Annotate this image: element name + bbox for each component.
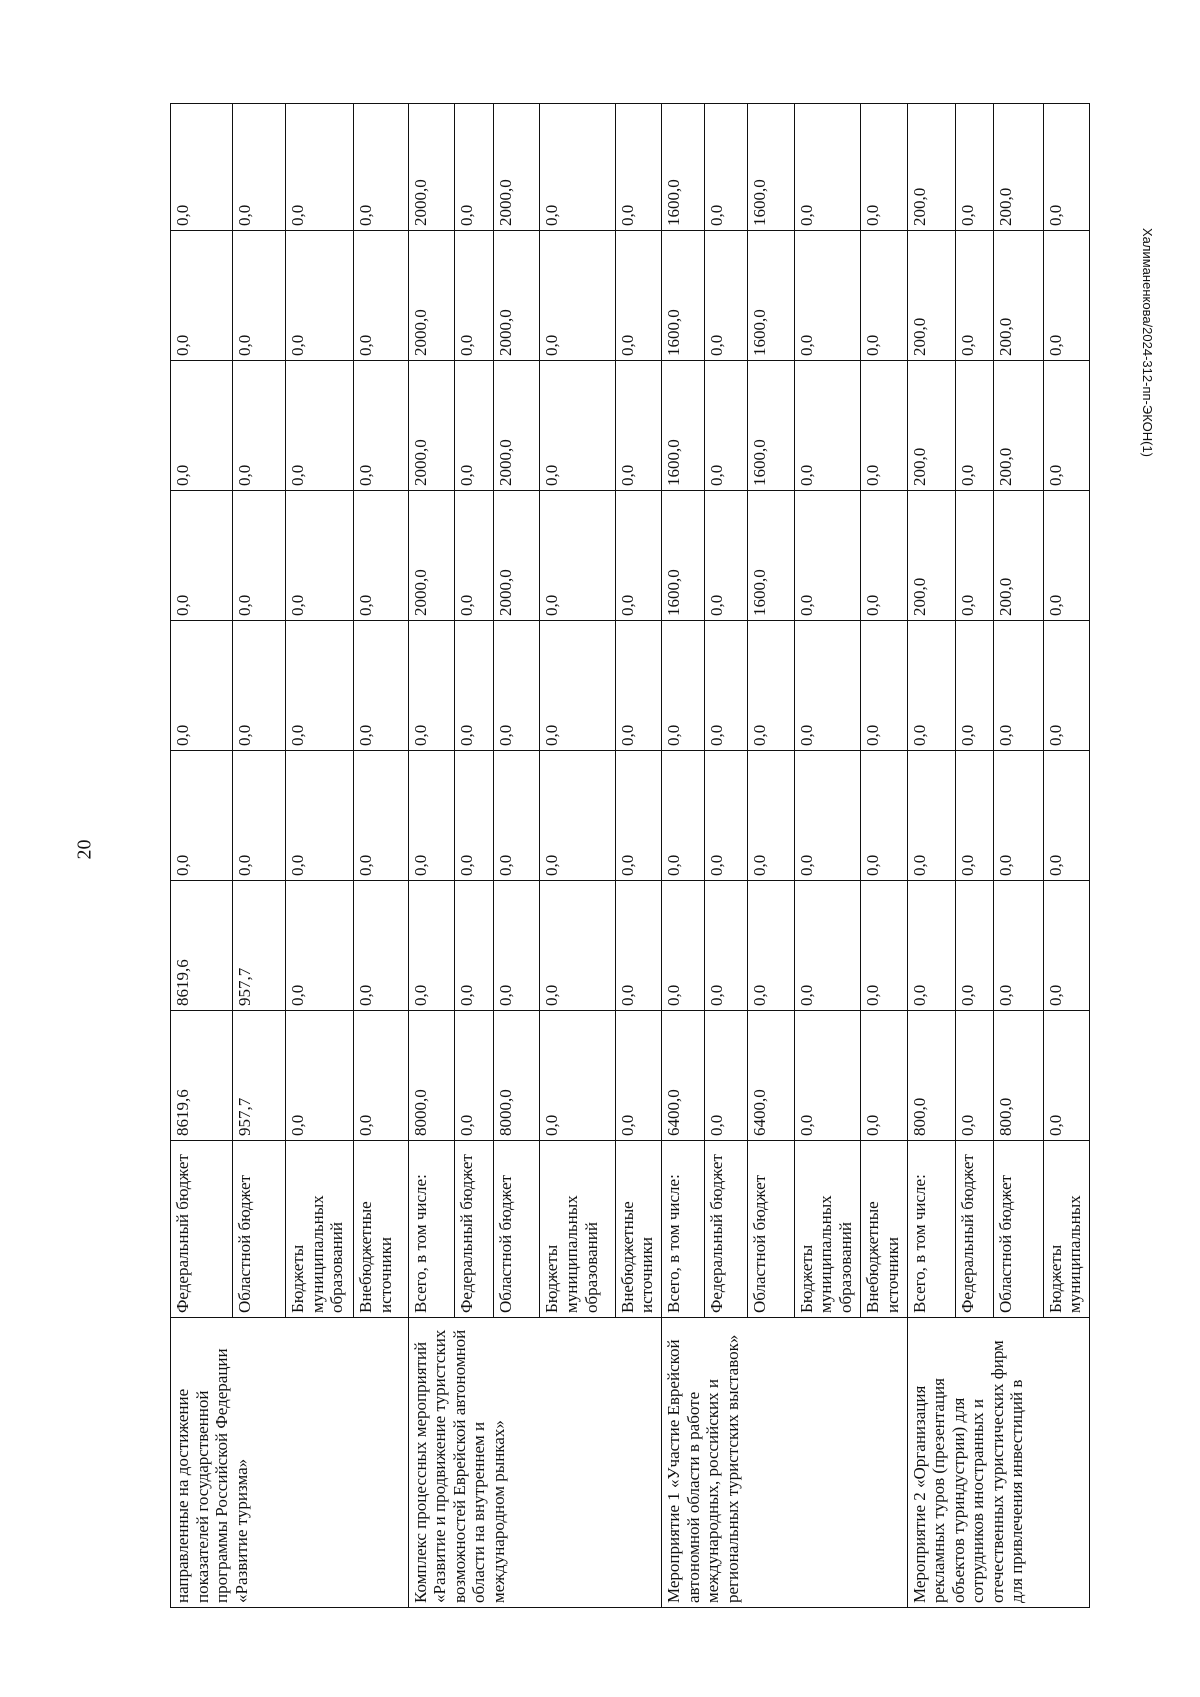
- amount-cell: 0,0: [494, 751, 540, 881]
- amount-cell: 2000,0: [408, 491, 454, 621]
- amount-cell: 0,0: [794, 751, 861, 881]
- amount-cell: 0,0: [354, 231, 409, 361]
- amount-cell: 200,0: [907, 104, 955, 231]
- amount-cell: 2000,0: [408, 361, 454, 491]
- amount-cell: 0,0: [748, 621, 794, 751]
- amount-cell: 0,0: [540, 621, 615, 751]
- amount-cell: 0,0: [794, 1011, 861, 1141]
- amount-cell: 1600,0: [748, 231, 794, 361]
- budget-table-body: [171, 104, 1090, 1608]
- funding-source: Федеральный бюджет: [171, 1141, 233, 1318]
- amount-cell: 0,0: [956, 231, 994, 361]
- amount-cell: 0,0: [540, 231, 615, 361]
- amount-cell: 0,0: [408, 881, 454, 1011]
- amount-cell: 0,0: [956, 491, 994, 621]
- program-item-name: Мероприятие 1 «Участие Еврейской автономной области в работе международных, российских и региональных туристских выставок»: [662, 1318, 908, 1608]
- program-item-name: направленные на достижение показателей государственной программы Российской Федерации «Развитие туризма»: [171, 1318, 409, 1608]
- amount-cell: 0,0: [354, 1011, 409, 1141]
- amount-cell: 0,0: [794, 104, 861, 231]
- amount-cell: 0,0: [171, 751, 233, 881]
- amount-cell: 0,0: [408, 621, 454, 751]
- amount-cell: 0,0: [171, 621, 233, 751]
- table-row: [171, 104, 233, 1608]
- amount-cell: 0,0: [286, 881, 354, 1011]
- amount-cell: 957,7: [232, 881, 286, 1011]
- amount-cell: 0,0: [615, 751, 661, 881]
- amount-cell: 0,0: [232, 104, 286, 231]
- amount-cell: 0,0: [1043, 1011, 1090, 1141]
- amount-cell: 0,0: [286, 491, 354, 621]
- amount-cell: 1600,0: [748, 104, 794, 231]
- amount-cell: 2000,0: [494, 104, 540, 231]
- amount-cell: 0,0: [455, 621, 494, 751]
- amount-cell: 8619,6: [171, 1011, 233, 1141]
- amount-cell: 1600,0: [662, 231, 705, 361]
- budget-table-wrapper: [170, 104, 1090, 1608]
- amount-cell: 0,0: [455, 231, 494, 361]
- amount-cell: 0,0: [232, 491, 286, 621]
- amount-cell: 0,0: [455, 881, 494, 1011]
- amount-cell: 0,0: [540, 491, 615, 621]
- amount-cell: 0,0: [171, 491, 233, 621]
- amount-cell: 0,0: [907, 621, 955, 751]
- amount-cell: 0,0: [232, 231, 286, 361]
- amount-cell: 6400,0: [748, 1011, 794, 1141]
- amount-cell: 0,0: [1043, 491, 1090, 621]
- amount-cell: 0,0: [956, 361, 994, 491]
- amount-cell: 6400,0: [662, 1011, 705, 1141]
- funding-source: Внебюджетные источники: [354, 1141, 409, 1318]
- amount-cell: 0,0: [861, 881, 907, 1011]
- amount-cell: 0,0: [662, 621, 705, 751]
- amount-cell: 0,0: [907, 881, 955, 1011]
- amount-cell: 800,0: [994, 1011, 1043, 1141]
- funding-source: Внебюджетные источники: [861, 1141, 907, 1318]
- amount-cell: 0,0: [705, 881, 748, 1011]
- amount-cell: 200,0: [994, 491, 1043, 621]
- funding-source: Бюджеты муниципальных: [1043, 1141, 1090, 1318]
- amount-cell: 0,0: [494, 621, 540, 751]
- amount-cell: 0,0: [615, 621, 661, 751]
- amount-cell: 0,0: [354, 881, 409, 1011]
- amount-cell: 0,0: [956, 751, 994, 881]
- amount-cell: 0,0: [705, 361, 748, 491]
- amount-cell: 0,0: [794, 881, 861, 1011]
- amount-cell: 0,0: [455, 104, 494, 231]
- amount-cell: 0,0: [794, 491, 861, 621]
- amount-cell: 0,0: [794, 231, 861, 361]
- amount-cell: 0,0: [286, 1011, 354, 1141]
- amount-cell: 0,0: [861, 104, 907, 231]
- table-row: [408, 104, 454, 1608]
- amount-cell: 0,0: [540, 104, 615, 231]
- amount-cell: 0,0: [794, 361, 861, 491]
- amount-cell: 0,0: [286, 104, 354, 231]
- amount-cell: 0,0: [1043, 621, 1090, 751]
- amount-cell: 1600,0: [662, 104, 705, 231]
- table-row: [662, 104, 705, 1608]
- amount-cell: 8000,0: [408, 1011, 454, 1141]
- amount-cell: 0,0: [354, 621, 409, 751]
- amount-cell: 0,0: [455, 1011, 494, 1141]
- amount-cell: 0,0: [794, 621, 861, 751]
- amount-cell: 0,0: [705, 491, 748, 621]
- amount-cell: 0,0: [455, 361, 494, 491]
- amount-cell: 0,0: [615, 104, 661, 231]
- amount-cell: 2000,0: [408, 104, 454, 231]
- funding-source: Всего, в том числе:: [662, 1141, 705, 1318]
- amount-cell: 2000,0: [494, 361, 540, 491]
- amount-cell: 2000,0: [408, 231, 454, 361]
- funding-source: Всего, в том числе:: [408, 1141, 454, 1318]
- amount-cell: 0,0: [540, 361, 615, 491]
- amount-cell: 0,0: [705, 751, 748, 881]
- funding-source: Областной бюджет: [494, 1141, 540, 1318]
- amount-cell: 0,0: [705, 1011, 748, 1141]
- amount-cell: 0,0: [994, 621, 1043, 751]
- amount-cell: 0,0: [956, 881, 994, 1011]
- amount-cell: 200,0: [907, 491, 955, 621]
- amount-cell: 0,0: [662, 881, 705, 1011]
- amount-cell: 0,0: [494, 881, 540, 1011]
- amount-cell: 0,0: [171, 361, 233, 491]
- amount-cell: 0,0: [994, 751, 1043, 881]
- program-item-name: Комплекс процессных мероприятий «Развитие и продвижение туристских возможностей Еврейской автономной области на внутреннем и международном рынках»: [408, 1318, 661, 1608]
- amount-cell: 200,0: [907, 231, 955, 361]
- amount-cell: 200,0: [907, 361, 955, 491]
- amount-cell: 200,0: [994, 231, 1043, 361]
- amount-cell: 0,0: [286, 231, 354, 361]
- funding-source: Бюджеты муниципальных образований: [794, 1141, 861, 1318]
- amount-cell: 0,0: [705, 621, 748, 751]
- document-code-text: Халиманенкова/2024-312-пп-ЭКОН(1): [1140, 228, 1155, 458]
- funding-source: Бюджеты муниципальных образований: [540, 1141, 615, 1318]
- amount-cell: 0,0: [232, 361, 286, 491]
- amount-cell: 0,0: [615, 231, 661, 361]
- amount-cell: 8619,6: [171, 881, 233, 1011]
- amount-cell: 0,0: [956, 1011, 994, 1141]
- amount-cell: 0,0: [540, 1011, 615, 1141]
- amount-cell: 2000,0: [494, 491, 540, 621]
- amount-cell: 0,0: [748, 751, 794, 881]
- program-item-name: Мероприятие 2 «Организация рекламных туров (презентация объектов туриндустрии) для сотрудников иностранных и отечественных туристических фирм для привлечения инвестиций в: [907, 1318, 1089, 1608]
- amount-cell: 0,0: [1043, 231, 1090, 361]
- amount-cell: 0,0: [408, 751, 454, 881]
- amount-cell: 0,0: [705, 231, 748, 361]
- amount-cell: 0,0: [354, 104, 409, 231]
- funding-source: Всего, в том числе:: [907, 1141, 955, 1318]
- amount-cell: 0,0: [455, 491, 494, 621]
- amount-cell: 1600,0: [748, 491, 794, 621]
- amount-cell: 0,0: [540, 881, 615, 1011]
- amount-cell: 0,0: [907, 751, 955, 881]
- funding-source: Внебюджетные источники: [615, 1141, 661, 1318]
- amount-cell: 0,0: [705, 104, 748, 231]
- amount-cell: 0,0: [615, 361, 661, 491]
- amount-cell: 0,0: [861, 751, 907, 881]
- amount-cell: 0,0: [956, 104, 994, 231]
- funding-source: Федеральный бюджет: [455, 1141, 494, 1318]
- amount-cell: 8000,0: [494, 1011, 540, 1141]
- amount-cell: 0,0: [540, 751, 615, 881]
- amount-cell: 0,0: [1043, 361, 1090, 491]
- amount-cell: 0,0: [615, 881, 661, 1011]
- amount-cell: 0,0: [748, 881, 794, 1011]
- funding-source: Бюджеты муниципальных образований: [286, 1141, 354, 1318]
- amount-cell: 0,0: [171, 104, 233, 231]
- amount-cell: 0,0: [861, 361, 907, 491]
- funding-source: Областной бюджет: [748, 1141, 794, 1318]
- amount-cell: 200,0: [994, 361, 1043, 491]
- amount-cell: 0,0: [232, 751, 286, 881]
- funding-source: Федеральный бюджет: [956, 1141, 994, 1318]
- amount-cell: 0,0: [354, 491, 409, 621]
- amount-cell: 0,0: [615, 1011, 661, 1141]
- amount-cell: 0,0: [1043, 751, 1090, 881]
- amount-cell: 0,0: [994, 881, 1043, 1011]
- amount-cell: 1600,0: [748, 361, 794, 491]
- amount-cell: 0,0: [286, 361, 354, 491]
- amount-cell: 0,0: [286, 751, 354, 881]
- amount-cell: 0,0: [455, 751, 494, 881]
- page-number: 20: [73, 839, 96, 860]
- amount-cell: 0,0: [956, 621, 994, 751]
- amount-cell: 0,0: [861, 1011, 907, 1141]
- amount-cell: 0,0: [861, 491, 907, 621]
- funding-source: Федеральный бюджет: [705, 1141, 748, 1318]
- table-row: [907, 104, 955, 1608]
- amount-cell: 957,7: [232, 1011, 286, 1141]
- document-code: [1140, 228, 1175, 458]
- amount-cell: 2000,0: [494, 231, 540, 361]
- amount-cell: 0,0: [861, 621, 907, 751]
- budget-table: [170, 103, 1090, 1608]
- amount-cell: 800,0: [907, 1011, 955, 1141]
- funding-source: Областной бюджет: [232, 1141, 286, 1318]
- amount-cell: 0,0: [232, 621, 286, 751]
- amount-cell: 0,0: [354, 361, 409, 491]
- amount-cell: 1600,0: [662, 361, 705, 491]
- amount-cell: 0,0: [354, 751, 409, 881]
- amount-cell: 0,0: [615, 491, 661, 621]
- amount-cell: 1600,0: [662, 491, 705, 621]
- amount-cell: 0,0: [1043, 881, 1090, 1011]
- amount-cell: 0,0: [286, 621, 354, 751]
- amount-cell: 0,0: [171, 231, 233, 361]
- funding-source: Областной бюджет: [994, 1141, 1043, 1318]
- amount-cell: 0,0: [662, 751, 705, 881]
- amount-cell: 0,0: [861, 231, 907, 361]
- amount-cell: 200,0: [994, 104, 1043, 231]
- amount-cell: 0,0: [1043, 104, 1090, 231]
